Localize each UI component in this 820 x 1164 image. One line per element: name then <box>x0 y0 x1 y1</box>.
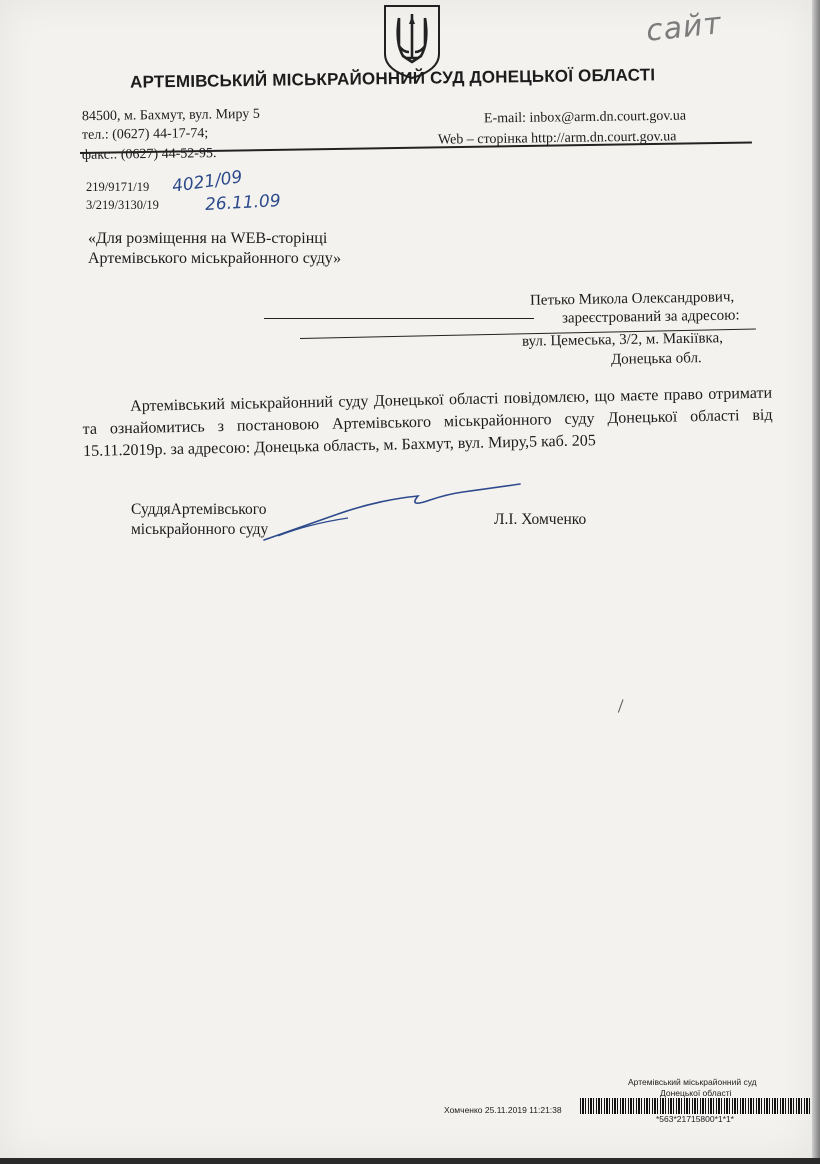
handwritten-corner-note: сайт <box>644 6 724 49</box>
stamp-user-time: Хомченко 25.11.2019 11:21:38 <box>444 1105 562 1115</box>
signer-title-line-2: міськрайонного суду <box>131 521 269 538</box>
notice-body: Артемівський міськрайонний суду Донецької області повідомлєю, що маєте право отримати та ознайомитись з постановою Артемівського міськрайонного суду Донецької області від 15.11.2019р. за адресою: Донецька область, м. Бахмут, вул. Миру,5 каб. 205 <box>82 384 773 460</box>
web-publication-note <box>88 229 341 269</box>
scan-edge-right <box>812 0 820 1164</box>
recipient-region: Донецька обл. <box>610 350 702 368</box>
recipient-street: вул. Цемеська, 3/2, м. Макіївка, <box>521 330 724 350</box>
registration-barcode-icon <box>580 1098 812 1114</box>
signer-name: Л.І. Хомченко <box>494 511 587 528</box>
case-number-1: 219/9171/19 <box>86 180 150 194</box>
handwritten-outgoing-number: 4021/09 <box>170 167 244 197</box>
handwritten-signature-icon <box>258 478 528 546</box>
page-mark <box>618 699 629 715</box>
court-phone: тел.: (0627) 44-17-74; <box>81 126 209 143</box>
handwritten-outgoing-date: 26.11.09 <box>204 191 282 215</box>
signer-title <box>131 500 268 540</box>
recipient-name: Петько Микола Олександрович, <box>529 289 735 309</box>
web-note-line-2: Артемівського міськрайонного суду» <box>88 250 342 267</box>
scan-edge-bottom <box>0 1158 820 1164</box>
signer-title-line-1: СуддяАртемівського <box>131 501 267 518</box>
recipient-underline-1 <box>264 318 534 319</box>
court-name: АРТЕМІВСЬКИЙ МІСЬКРАЙОННИЙ СУД ДОНЕЦЬКОЇ ОБЛАСТІ <box>129 65 656 92</box>
case-number-2: 3/219/3130/19 <box>86 198 159 212</box>
web-note-line-1: «Для розміщення на WEB-сторінці <box>88 230 328 247</box>
recipient-registered-label: зареєстрований за адресою: <box>561 307 740 327</box>
court-website: Web – сторінка http://arm.dn.court.gov.ua <box>437 129 677 148</box>
stamp-org-line-1: Артемівський міськрайонний суд <box>628 1077 757 1087</box>
court-fax: факс.: (0627) 44-52-95. <box>81 146 217 163</box>
barcode-text: *563*21715800*1*1* <box>656 1114 734 1124</box>
stamp-org-line-2: Донецької області <box>660 1088 732 1098</box>
court-email: E-mail: inbox@arm.dn.court.gov.ua <box>483 108 687 127</box>
court-address: 84500, м. Бахмут, вул. Миру 5 <box>81 106 260 125</box>
